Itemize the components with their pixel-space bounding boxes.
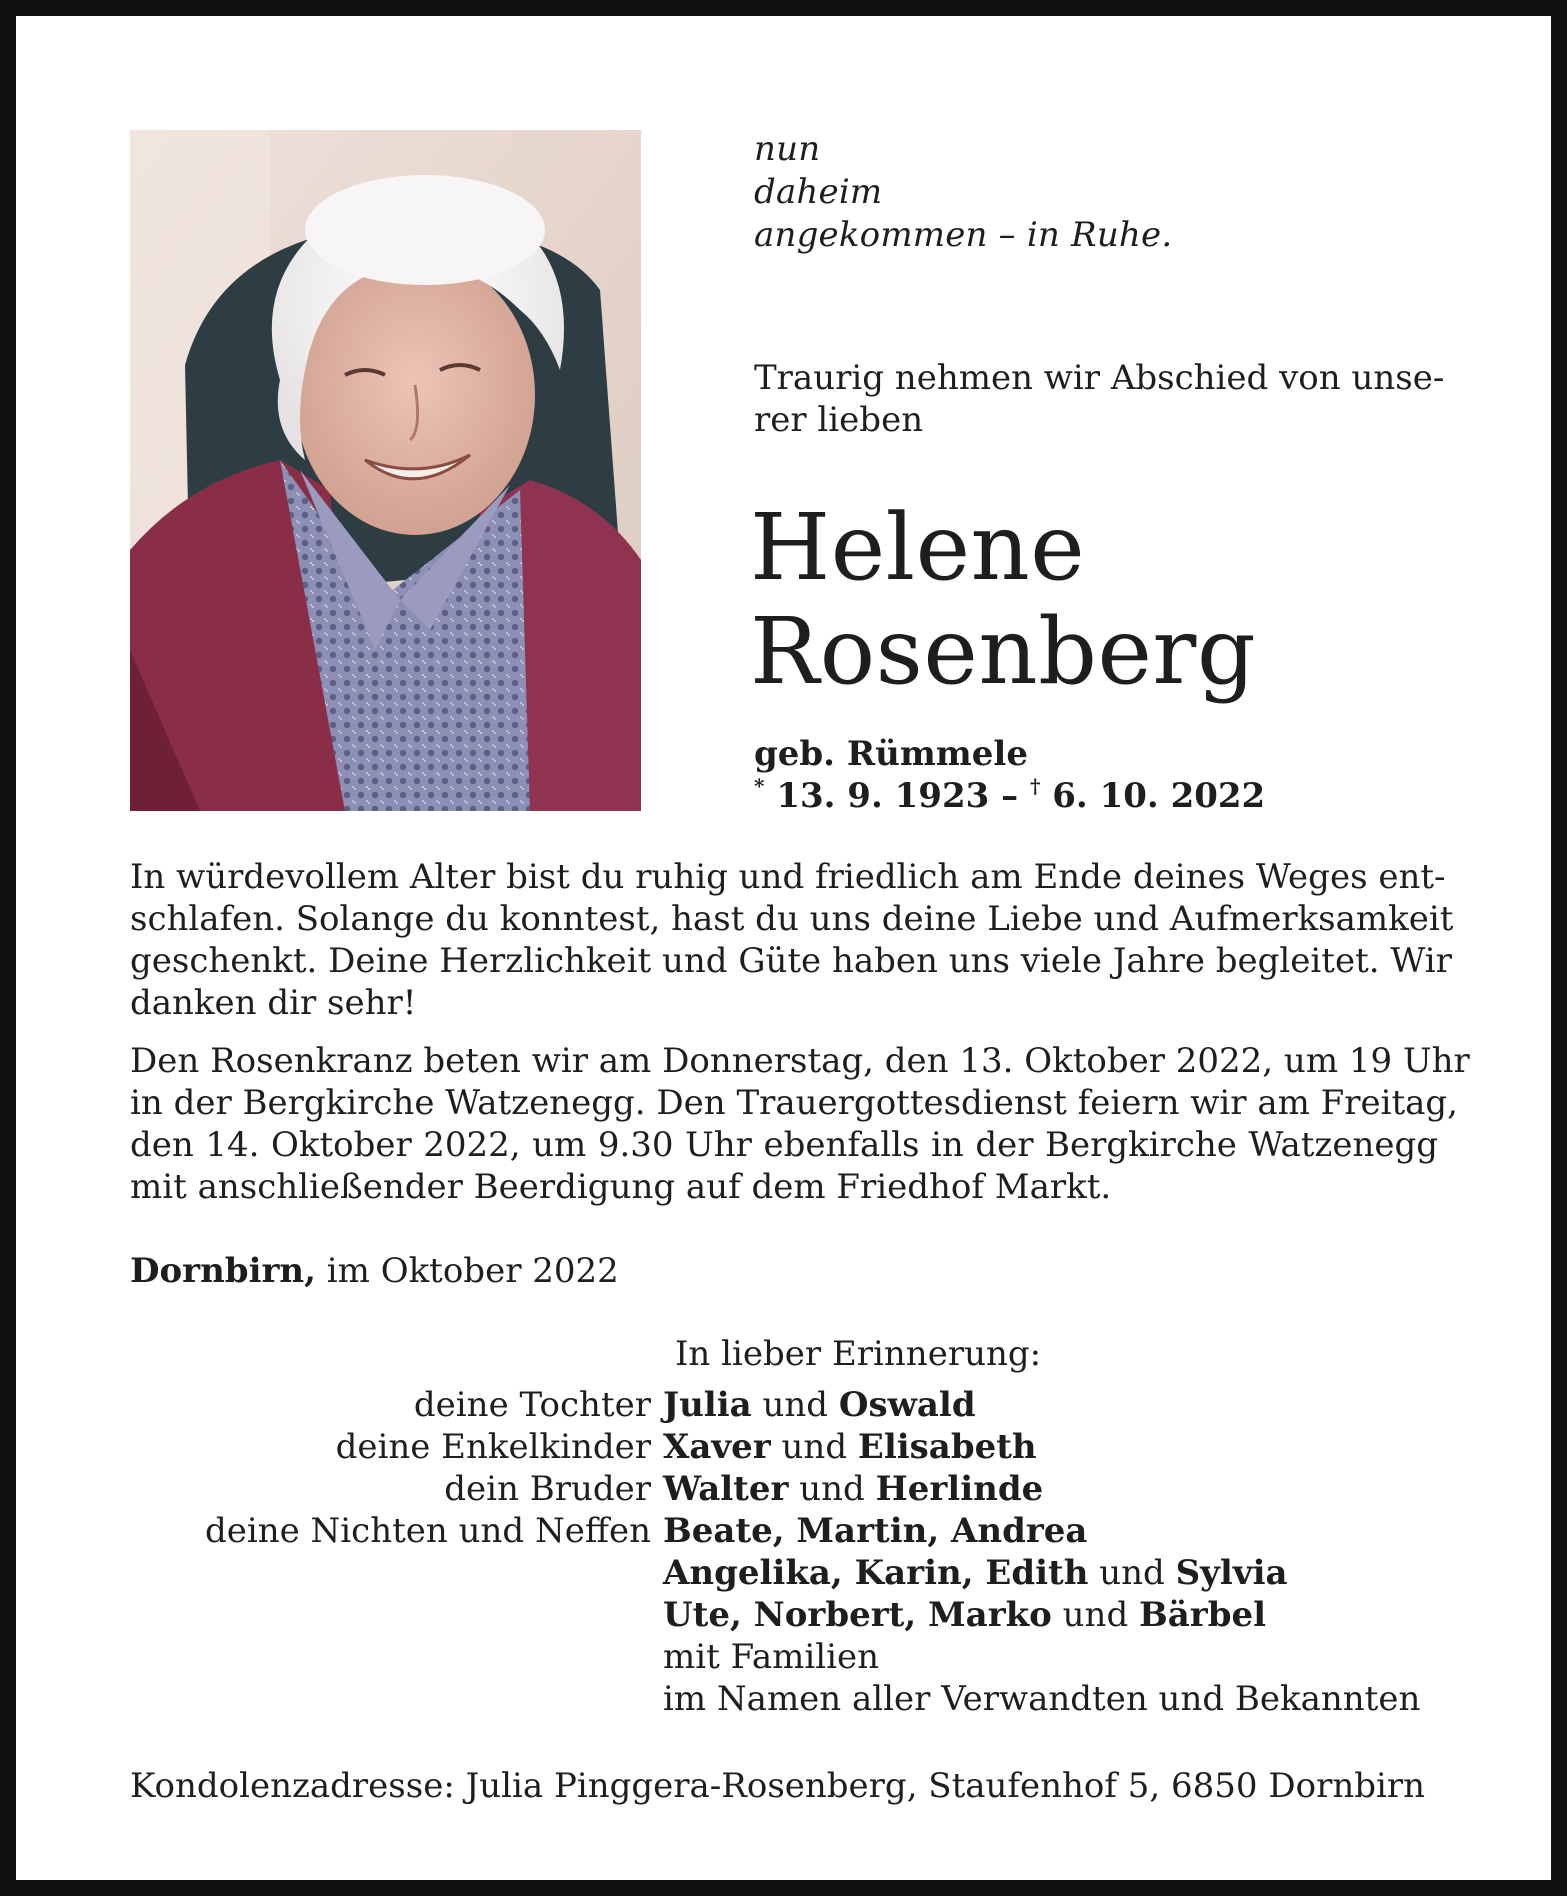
mourner-row (130, 1384, 1450, 1426)
mourner-name: Sylvia (1175, 1553, 1288, 1593)
intro-text (754, 357, 1454, 441)
intro-line: Traurig nehmen wir Abschied von unse- (754, 358, 1445, 398)
paragraph-line: In würdevollem Alter bist du ruhig und friedlich am Ende deines Weges ent- (130, 857, 1446, 897)
paragraph-line: schlafen. Solange du konntest, hast du uns deine Liebe und Aufmerksamkeit (130, 899, 1454, 939)
date-separator: – (989, 776, 1030, 816)
place-month: im Oktober 2022 (315, 1251, 619, 1291)
mourner-name: Herlinde (875, 1469, 1044, 1509)
condolence-address: Kondolenzadresse: Julia Pinggera-Rosenberg, Staufenhof 5, 6850 Dornbirn (130, 1766, 1426, 1806)
mourner-conjunction: und (770, 1427, 858, 1467)
mourner-names (663, 1636, 1450, 1678)
mourner-name: Bärbel (1139, 1595, 1267, 1635)
mourner-relation: deine Nichten und Neffen (204, 1511, 651, 1551)
mourners-list (130, 1384, 1450, 1720)
mourner-row (130, 1510, 1450, 1552)
mourner-conjunction: und (788, 1469, 876, 1509)
motto-line: angekommen – in Ruhe. (754, 215, 1173, 255)
mourner-name: Walter (663, 1469, 789, 1509)
mourner-relation (130, 1636, 663, 1678)
mourner-name: Beate, Martin, Andrea (663, 1511, 1088, 1551)
motto-line: nun (754, 129, 821, 169)
mourner-relation: deine Tochter (413, 1385, 651, 1425)
mourner-text: im Namen aller Verwandten und Bekannten (663, 1679, 1421, 1719)
mourner-conjunction: und (1088, 1553, 1176, 1593)
mourner-relation (130, 1678, 663, 1720)
motto-line: daheim (754, 172, 883, 212)
mourner-text: mit Familien (663, 1637, 880, 1677)
mourner-row (130, 1594, 1450, 1636)
mourner-names (663, 1468, 1450, 1510)
paragraph-services (130, 1040, 1470, 1208)
mourner-names (663, 1552, 1450, 1594)
mourner-relation (130, 1552, 663, 1594)
mourner-name: Xaver (663, 1427, 771, 1467)
mourner-relation (130, 1594, 663, 1636)
mourner-names (663, 1384, 1450, 1426)
mourner-name: Angelika, Karin, Edith (663, 1553, 1089, 1593)
paragraph-line: geschenkt. Deine Herzlichkeit und Güte haben uns viele Jahre begleitet. Wir (130, 941, 1452, 981)
motto-verse (754, 128, 1172, 257)
paragraph-line: mit anschließender Beerdigung auf dem Friedhof Markt. (130, 1167, 1112, 1207)
place-date (130, 1250, 619, 1292)
mourner-name: Julia (663, 1385, 752, 1425)
last-name: Rosenberg (750, 598, 1257, 705)
death-date: 6. 10. 2022 (1052, 776, 1266, 816)
paragraph-line: den 14. Oktober 2022, um 9.30 Uhr ebenfalls in der Bergkirche Watzenegg (130, 1125, 1438, 1165)
paragraph-line: danken dir sehr! (130, 983, 417, 1023)
portrait-photo (130, 130, 641, 811)
paragraph-farewell (130, 856, 1454, 1024)
mourner-name: Oswald (838, 1385, 976, 1425)
birth-name: geb. Rümmele (754, 734, 1028, 774)
mourner-relation: deine Enkelkinder (335, 1427, 651, 1467)
mourner-names (663, 1594, 1450, 1636)
mourner-relation: dein Bruder (444, 1469, 651, 1509)
place-city: Dornbirn, (130, 1251, 316, 1291)
mourner-conjunction: und (1051, 1595, 1140, 1635)
birth-date: 13. 9. 1923 (776, 776, 990, 816)
life-dates (754, 775, 1265, 817)
mourner-row (130, 1426, 1450, 1468)
first-name: Helene (750, 494, 1086, 601)
portrait-illustration (130, 130, 641, 811)
mourner-conjunction: und (751, 1385, 839, 1425)
paragraph-line: Den Rosenkranz beten wir am Donnerstag, den 13. Oktober 2022, um 19 Uhr (130, 1041, 1470, 1081)
death-symbol: † (1029, 774, 1041, 798)
paragraph-line: in der Bergkirche Watzenegg. Den Trauergottesdienst feiern wir am Freitag, (130, 1083, 1458, 1123)
mourner-row (130, 1552, 1450, 1594)
mourner-row (130, 1468, 1450, 1510)
mourner-row (130, 1678, 1450, 1720)
deceased-name (750, 496, 1256, 704)
birth-symbol: * (754, 774, 765, 798)
memory-heading: In lieber Erinnerung: (675, 1334, 1042, 1374)
mourner-row (130, 1636, 1450, 1678)
mourner-name: Ute, Norbert, Marko (663, 1595, 1052, 1635)
mourner-names (663, 1426, 1450, 1468)
mourner-names (663, 1510, 1450, 1552)
mourner-name: Elisabeth (857, 1427, 1037, 1467)
mourner-names (663, 1678, 1450, 1720)
intro-line: rer lieben (754, 400, 924, 440)
